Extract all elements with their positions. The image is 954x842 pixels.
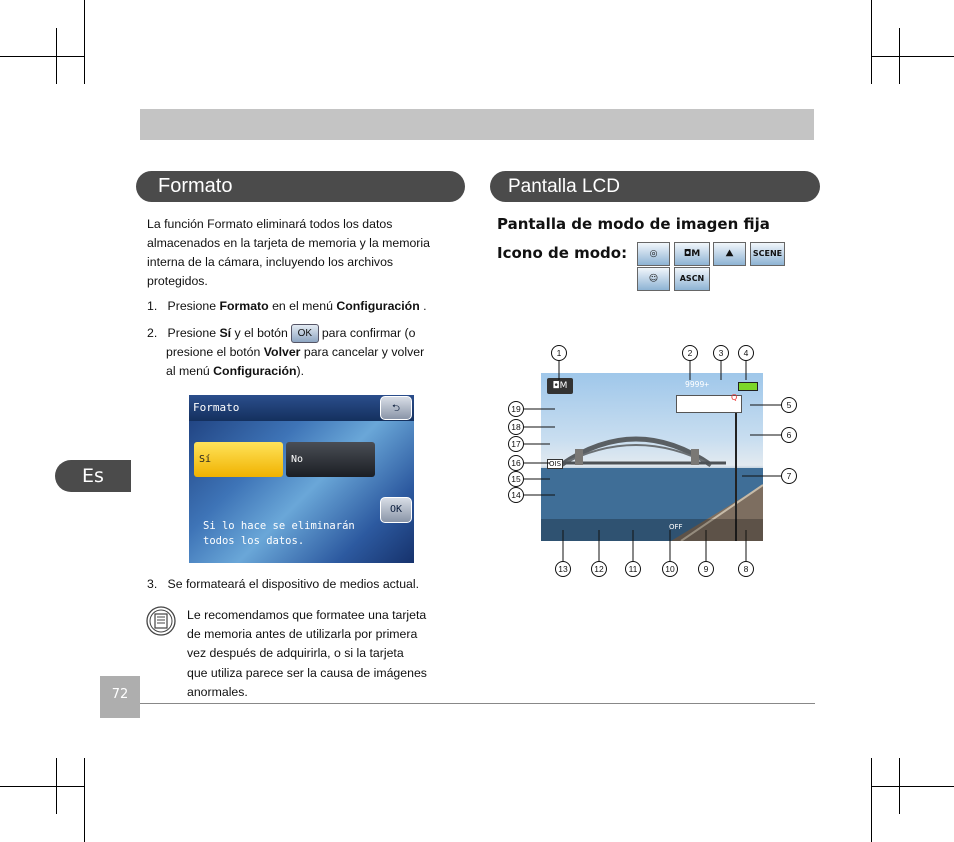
back-button[interactable]: ⮌: [380, 396, 412, 420]
step-text: al menú: [166, 364, 214, 379]
step-bold: Configuración: [336, 299, 420, 313]
step-bold: Configuración: [213, 364, 297, 379]
crop-mark: [84, 0, 85, 84]
bottom-icons-strip: [541, 519, 763, 541]
ok-button-icon: OK: [291, 324, 319, 343]
callout-14: 14: [508, 487, 524, 503]
zoom-marker: Q: [731, 393, 738, 402]
note-line: que utiliza parece ser la causa de imágenes: [187, 665, 427, 680]
section-heading-formato: Formato: [136, 171, 465, 202]
step-text: y el botón: [231, 326, 288, 340]
note-line: vez después de adquirirla, o si la tarjeta: [187, 646, 404, 661]
intro-line: protegidos.: [147, 274, 208, 288]
callout-7: 7: [781, 468, 797, 484]
step-text: Presione: [167, 299, 220, 313]
step-number: 3.: [147, 577, 158, 591]
battery-icon: [738, 382, 758, 391]
step-text: Se formateará el dispositivo de medios actual.: [167, 577, 420, 591]
callout-5: 5: [781, 397, 797, 413]
lcd-screen-image: [541, 373, 763, 541]
crop-mark: [84, 758, 85, 842]
crop-mark: [871, 56, 927, 57]
step-text: en el menú: [268, 299, 337, 313]
step-bold: Volver: [263, 345, 301, 360]
step-text: .: [419, 299, 427, 313]
callout-19: 19: [508, 401, 524, 417]
header-band: [140, 109, 814, 140]
step-bold: Formato: [219, 299, 269, 313]
ok-button[interactable]: OK: [380, 497, 412, 523]
ois-icon: OIS: [549, 460, 562, 468]
crop-mark: [899, 758, 900, 814]
callout-10: 10: [662, 561, 678, 577]
callout-13: 13: [555, 561, 571, 577]
note-line: de memoria antes de utilizarla por primera: [187, 627, 418, 642]
crop-mark: [28, 56, 84, 57]
step-text: Presione: [167, 326, 220, 340]
step-bold: Sí: [219, 326, 232, 340]
intro-line: La función Formato eliminará todos los datos: [147, 217, 393, 231]
crop-mark: [0, 786, 84, 787]
callout-17: 17: [508, 436, 524, 452]
callout-11: 11: [625, 561, 641, 577]
shots-remaining: 9999+: [685, 380, 710, 389]
no-option[interactable]: No: [286, 442, 375, 477]
panorama-icon: ⛰: [713, 242, 746, 266]
screen-message: Si lo hace se eliminarán todos los datos.: [203, 520, 355, 547]
language-tab: Es: [55, 460, 131, 492]
auto-scene-icon: ASCN: [674, 267, 710, 291]
footer-line: [140, 703, 815, 704]
note-paragraph: [187, 606, 467, 702]
crop-mark: [871, 758, 872, 842]
screen-title: Formato: [189, 395, 414, 421]
intro-line: interna de la cámara, incluyendo los archivos: [147, 255, 394, 269]
callout-8: 8: [738, 561, 754, 577]
note-line: Le recomendamos que formatee una tarjeta: [187, 608, 427, 622]
scene-mode-icon: SCENE: [750, 242, 785, 266]
callout-18: 18: [508, 419, 524, 435]
callout-2: 2: [682, 345, 698, 361]
camera-auto-icon: ◎: [637, 242, 670, 266]
step-3: [147, 575, 467, 594]
white-balance-off: OFF: [669, 523, 683, 531]
subheading: Pantalla de modo de imagen fija: [497, 215, 770, 233]
step-number: 1.: [147, 299, 158, 313]
section-heading-pantalla-lcd: Pantalla LCD: [490, 171, 820, 202]
step-text: para cancelar y volver: [300, 345, 425, 360]
callout-6: 6: [781, 427, 797, 443]
page-number: 72: [100, 676, 140, 718]
format-screen-image: [189, 395, 414, 563]
callout-15: 15: [508, 471, 524, 487]
callout-16: 16: [508, 455, 524, 471]
mode-indicator-icon: ◘M: [547, 378, 573, 394]
step-2: [147, 324, 467, 381]
note-icon: [146, 606, 176, 636]
camera-manual-icon: ◘M: [674, 242, 710, 266]
yes-option[interactable]: Sí: [194, 442, 283, 477]
step-text: ).: [296, 364, 305, 379]
note-line: anormales.: [187, 684, 248, 699]
crop-mark: [871, 0, 872, 84]
callout-3: 3: [713, 345, 729, 361]
step-text: presione el botón: [166, 345, 264, 360]
intro-paragraph: [147, 215, 467, 291]
callout-1: 1: [551, 345, 567, 361]
smile-icon: ☺: [637, 267, 670, 291]
callout-9: 9: [698, 561, 714, 577]
step-number: 2.: [147, 326, 158, 340]
callout-12: 12: [591, 561, 607, 577]
intro-line: almacenados en la tarjeta de memoria y la memoria: [147, 236, 430, 250]
step-text: para confirmar (o: [321, 326, 416, 340]
step-1: [147, 297, 467, 316]
crop-mark: [871, 786, 954, 787]
crop-mark: [56, 758, 57, 814]
mode-label: Icono de modo:: [497, 244, 628, 262]
callout-4: 4: [738, 345, 754, 361]
